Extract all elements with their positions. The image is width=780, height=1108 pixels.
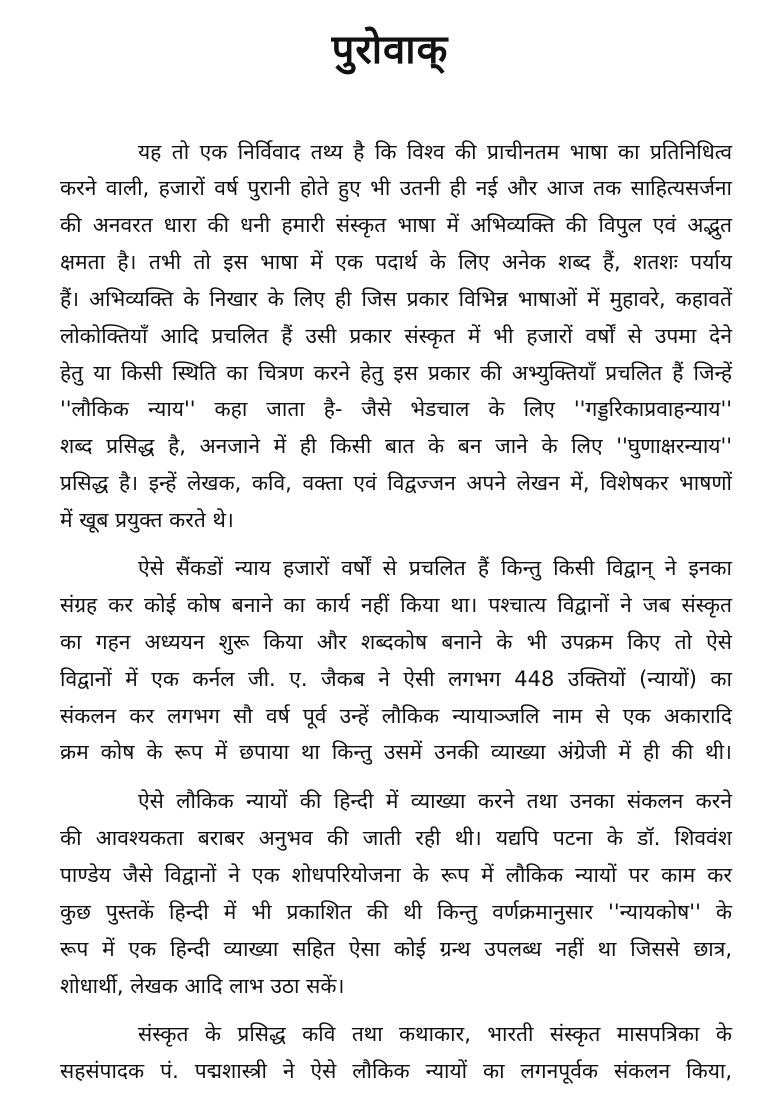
text-line: शब्द प्रसिद्ध है, अनजाने में ही किसी बात के बन जाने के लिए ''घुणाक्षरन्याय'' (60, 434, 732, 458)
text-line: करने वाली, हजारों वर्ष पुरानी होते हुए भी उतनी ही नई और आज तक साहित्यसर्जना (60, 176, 732, 200)
text-line: शोधार्थी, लेखक आदि लाभ उठा सकें। (60, 974, 345, 998)
text-line: हेतु या किसी स्थिति का चित्रण करने हेतु इस प्रकार की अभ्युक्तियाँ प्रचलित हैं जिन्हें (60, 361, 732, 385)
text-line: संग्रह कर कोई कोष बनाने का कार्य नहीं किया था। पश्चात्य विद्वानों ने जब संस्कृत (60, 593, 732, 617)
text-line: का गहन अध्ययन शुरू किया और शब्दकोष बनाने के भी उपक्रम किए तो ऐसे (60, 630, 732, 654)
text-line: कुछ पुस्तकें हिन्दी में भी प्रकाशित की थी किन्तु वर्णक्रमानुसार ''न्यायकोष'' के (60, 900, 732, 924)
text-line: ऐसे लौकिक न्यायों की हिन्दी में व्याख्या करने तथा उनका संकलन करने (138, 789, 732, 813)
text-line: पाण्डेय जैसे विद्वानों ने एक शोधपरियोजना के रूप में लौकिक न्यायों पर काम कर (60, 863, 732, 887)
text-line: सहसंपादक पं. पद्मशास्त्री ने ऐसे लौकिक न्यायों का लगनपूर्वक संकलन किया, (60, 1059, 732, 1083)
text-line: लोकोक्तियाँ आदि प्रचलित हैं उसी प्रकार संस्कृत में भी हजारों वर्षों से उपमा देने (60, 324, 732, 348)
text-line: संकलन कर लगभग सौ वर्ष पूर्व उन्हें लौकिक न्यायाञ्जलि नाम से एक अकारादि (60, 704, 732, 728)
text-line: प्रसिद्ध है। इन्हें लेखक, कवि, वक्ता एवं विद्वज्जन अपने लेखन में, विशेषकर भाषणों (60, 471, 732, 495)
text-line: में खूब प्रयुक्त करते थे। (60, 508, 234, 532)
text-line: रूप में एक हिन्दी व्याख्या सहित ऐसा कोई ग्रन्थ उपलब्ध नहीं था जिससे छात्र, (60, 937, 732, 961)
text-line: की अनवरत धारा की धनी हमारी संस्कृत भाषा में अभिव्यक्ति की विपुल एवं अद्भुत (60, 213, 732, 237)
text-line: क्षमता है। तभी तो इस भाषा में एक पदार्थ के लिए अनेक शब्द हैं, शतशः पर्याय (60, 250, 732, 274)
text-line: क्रम कोष के रूप में छपाया था किन्तु उसमें उनकी व्याख्या अंग्रेजी में ही की थी। (60, 740, 732, 764)
text-line: यह तो एक निर्विवाद तथ्य है कि विश्व की प्राचीनतम भाषा का प्रतिनिधित्व (138, 140, 732, 164)
text-line: विद्वानों में एक कर्नल जी. ए. जैकब ने ऐसी लगभग 448 उक्तियों (न्यायों) का (60, 667, 732, 691)
text-line: हैं। अभिव्यक्ति के निखार के लिए ही जिस प्रकार विभिन्न भाषाओं में मुहावरे, कहावतें (60, 287, 732, 311)
text-line: ऐसे सैंकडों न्याय हजारों वर्षों से प्रचलित हैं किन्तु किसी विद्वान् ने इनका (138, 556, 732, 580)
text-line: संस्कृत के प्रसिद्ध कवि तथा कथाकार, भारती संस्कृत मासपत्रिका के (138, 1022, 732, 1046)
page-title: पुरोवाक् (331, 27, 449, 73)
text-line: ''लौकिक न्याय'' कहा जाता है- जैसे भेडचाल के लिए ''गड्डरिकाप्रवाहन्याय'' (60, 397, 732, 421)
text-line: की आवश्यकता बराबर अनुभव की जाती रही थी। यद्यपि पटना के डॉ. शिववंश (60, 826, 732, 850)
